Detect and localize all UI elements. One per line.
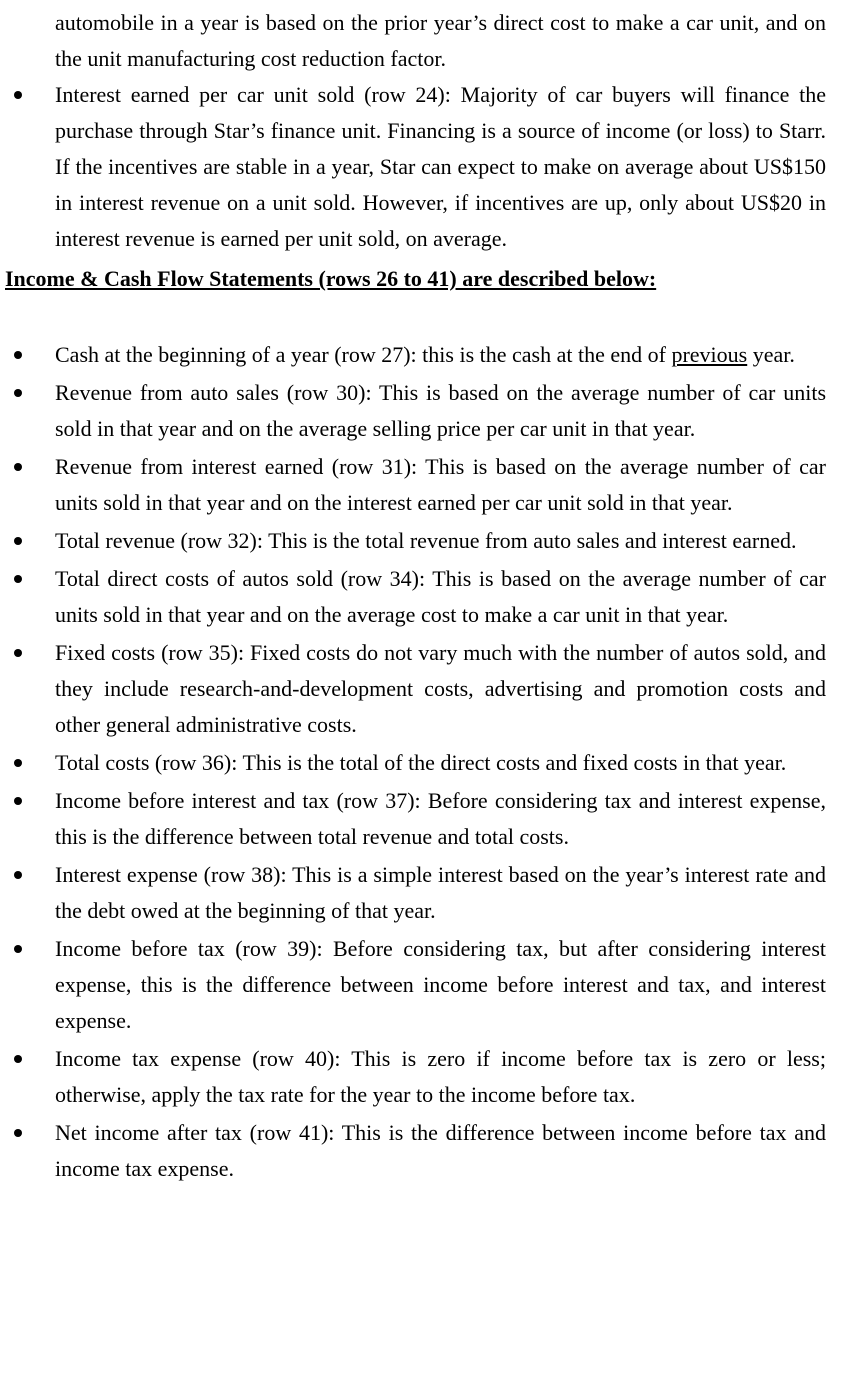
list-item — [55, 375, 826, 447]
list-item-text: Cash at the beginning of a year (row 27): this is the cash at the end of — [55, 342, 672, 367]
paragraph-continuation: automobile in a year is based on the prior year’s direct cost to make a car unit, and on the unit manufacturing cost reduction factor. — [55, 10, 826, 71]
list-item — [55, 449, 826, 521]
list-item — [55, 561, 826, 633]
list-item — [55, 783, 826, 855]
bullet-icon — [14, 1055, 22, 1063]
list-item — [55, 523, 826, 559]
bullet-icon — [14, 537, 22, 545]
list-item-text: Income before tax (row 39): Before considering tax, but after considering interest expense, this is the difference between income before interest and tax, and interest expense. — [55, 936, 826, 1033]
bullet-icon — [14, 1129, 22, 1137]
list-item — [55, 77, 826, 257]
list-item-text: Total revenue (row 32): This is the total revenue from auto sales and interest earned. — [55, 528, 797, 553]
bullet-list-top — [5, 77, 826, 257]
bullet-icon — [14, 945, 22, 953]
bullet-list-main — [5, 337, 826, 1187]
list-item-text: Revenue from interest earned (row 31): This is based on the average number of car units sold in that year and on the interest earned per car unit sold in that year. — [55, 454, 826, 515]
list-item-text: Total direct costs of autos sold (row 34): This is based on the average number of car units sold in that year and on the average cost to make a car unit in that year. — [55, 566, 826, 627]
list-item-text: Net income after tax (row 41): This is the difference between income before tax and income tax expense. — [55, 1120, 826, 1181]
bullet-icon — [14, 649, 22, 657]
section-heading: Income & Cash Flow Statements (rows 26 to 41) are described below: — [5, 266, 657, 291]
list-item-text: Interest earned per car unit sold (row 24): Majority of car buyers will finance the purchase through Star’s finance unit. Financing is a source of income (or loss) to Starr. If the incentives are stable in a year, Star can expect to make on average about US$150 in interest revenue on a unit sold. However, if incentives are up, only about US$20 in interest revenue is earned per unit sold, on average. — [55, 82, 826, 251]
bullet-icon — [14, 759, 22, 767]
list-item — [55, 1115, 826, 1187]
list-item-text: Total costs (row 36): This is the total of the direct costs and fixed costs in that year. — [55, 750, 787, 775]
list-item-text: Income tax expense (row 40): This is zero if income before tax is zero or less; otherwise, apply the tax rate for the year to the income before tax. — [55, 1046, 826, 1107]
bullet-icon — [14, 575, 22, 583]
bullet-icon — [14, 463, 22, 471]
bullet-icon — [14, 389, 22, 397]
list-item-text: Income before interest and tax (row 37): Before considering tax and interest expense, this is the difference between total revenue and total costs. — [55, 788, 826, 849]
list-item — [55, 857, 826, 929]
list-item-text: Interest expense (row 38): This is a simple interest based on the year’s interest rate and the debt owed at the beginning of that year. — [55, 862, 826, 923]
bullet-icon — [14, 351, 22, 359]
list-item-text: Fixed costs (row 35): Fixed costs do not vary much with the number of autos sold, and they include research-and-development costs, advertising and promotion costs and other general administrative costs. — [55, 640, 826, 737]
list-item-text: Revenue from auto sales (row 30): This is based on the average number of car units sold in that year and on the average selling price per car unit in that year. — [55, 380, 826, 441]
list-item-text: year. — [747, 342, 795, 367]
list-item — [55, 745, 826, 781]
list-item — [55, 635, 826, 743]
list-item — [55, 337, 826, 373]
bullet-icon — [14, 797, 22, 805]
bullet-icon — [14, 871, 22, 879]
list-item — [55, 931, 826, 1039]
list-item — [55, 1041, 826, 1113]
bullet-icon — [14, 91, 22, 99]
underlined-word: previous — [671, 342, 748, 367]
